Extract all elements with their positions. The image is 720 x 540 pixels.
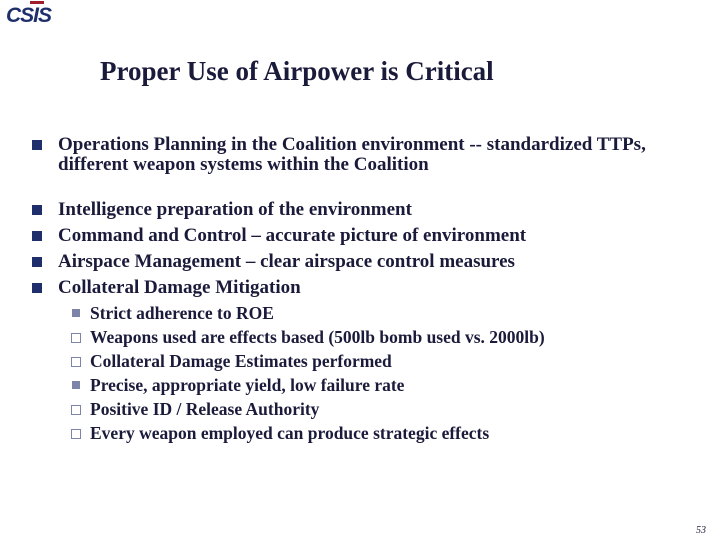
bullet-square-icon	[32, 205, 42, 215]
sub-bullet-collateral-estimates: Collateral Damage Estimates performed	[90, 351, 392, 371]
sub-bullet-box-icon	[71, 429, 81, 439]
sub-bullet-square-icon	[72, 309, 80, 317]
bullet-square-icon	[32, 140, 42, 150]
sub-bullet-positive-id: Positive ID / Release Authority	[90, 399, 320, 419]
logo-accent	[30, 1, 44, 4]
csis-logo	[6, 4, 51, 28]
bullet-square-icon	[32, 257, 42, 267]
bullet-command-and-control: Command and Control – accurate picture of environment	[58, 225, 527, 246]
bullet-intelligence-preparation: Intelligence preparation of the environment	[58, 199, 412, 220]
logo-text: CSIS	[6, 4, 52, 27]
sub-bullet-strict-adherence: Strict adherence to ROE	[90, 303, 274, 323]
slide-title: Proper Use of Airpower is Critical	[100, 56, 494, 86]
bullet-collateral-damage-mitigation: Collateral Damage Mitigation	[58, 277, 301, 298]
bullet-square-icon	[32, 231, 42, 241]
sub-bullet-precise-yield: Precise, appropriate yield, low failure rate	[90, 375, 405, 395]
sub-bullet-box-icon	[71, 333, 81, 343]
sub-bullet-weapons-effects-based: Weapons used are effects based (500lb bomb used vs. 2000lb)	[90, 327, 545, 347]
sub-bullet-square-icon	[72, 381, 80, 389]
bullet-airspace-management: Airspace Management – clear airspace control measures	[58, 251, 515, 272]
sub-bullet-box-icon	[71, 405, 81, 415]
sub-bullet-box-icon	[71, 357, 81, 367]
bullet-square-icon	[32, 283, 42, 293]
page-number: 53	[696, 525, 706, 536]
sub-bullet-strategic-effects: Every weapon employed can produce strategic effects	[90, 423, 490, 443]
bullet-operations-planning: Operations Planning in the Coalition environment -- standardized TTPs, different weapon systems within the Coalition	[58, 134, 646, 175]
